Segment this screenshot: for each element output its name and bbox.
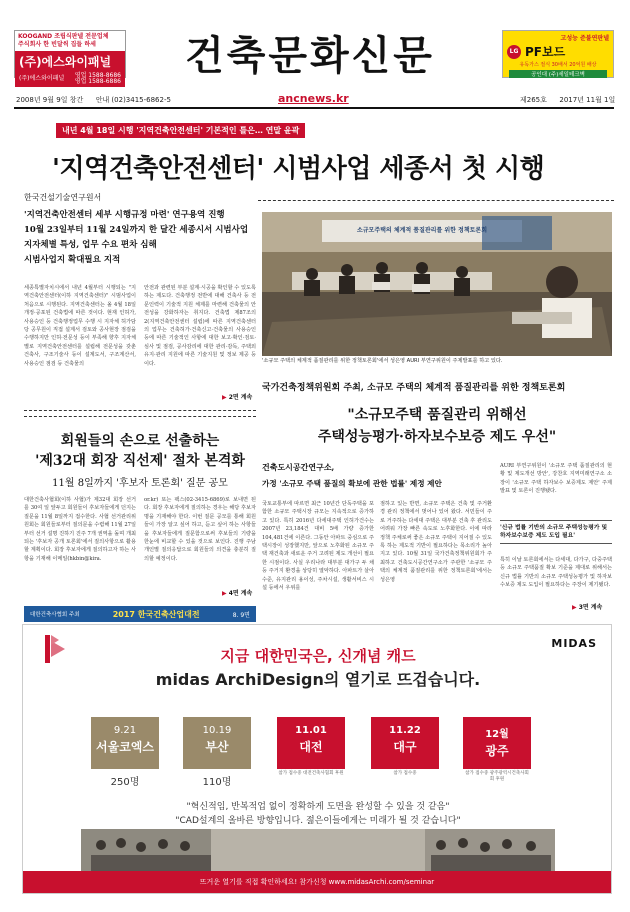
story3-headline-1[interactable]: 회원들의 손으로 선출하는 [60,433,220,449]
event-daejeon[interactable] [277,717,345,769]
story2-col3b: 특히 이날 토론회에서는 다세대, 다가구, 다중주택 등 소규모 주택품질 확보 기준을 제대로 위해서는 신규 법률 기반의 소규모 주택성능평가 및 하자보수보증 제도 도입이 필요하다는 주장이 제기됐다. [500,557,612,589]
event-gwangju[interactable] [463,717,531,769]
story2-more-label: 3면 계속 [578,604,603,611]
ad-left-brand: (주)에스와이패널 [15,51,125,72]
ad-title-2: midas ArchiDesign의 열기로 뜨겁습니다. [155,670,481,689]
story2-more-link[interactable] [572,602,602,611]
issue-number: 제265호 [520,96,547,104]
event-city: 대구 [393,740,417,754]
lead-subline-4: 시범사업지 확대필요 지적 [24,255,121,265]
story3-sub: 11월 8일까지 '후보자 토론회' 질문 공모 [52,478,228,489]
expo-pages: 8. 9면 [232,611,250,619]
event-city: 서울코엑스 [96,740,154,754]
ad-title-1: 지금 대한민국은, 신개념 캐드 [220,647,416,665]
triangle-icon: ▶ [222,394,229,401]
header-rule [14,107,614,109]
lead-subline-2: 10월 23일부터 11월 24일까지 한 달간 세종시서 시범사업 [24,225,249,235]
triangle-icon: ▶ [572,604,579,611]
triangle-icon: ▶ [222,590,229,597]
expo-banner[interactable] [24,606,256,622]
website-link[interactable]: ancnews.kr [278,92,349,105]
masthead-title: 건축문화신문 [185,33,435,79]
events-row [91,717,531,797]
lead-subline-3: 지자체별 특성, 업무 수요 편차 심해 [24,240,157,250]
ad-left-sub [15,72,125,87]
publish-date: 2017년 11월 1일 [559,96,616,104]
lg-logo-icon: LG [507,45,521,59]
ad-right-line1: 고성능 준불연판넬 [560,35,609,42]
story3-col1: 대한건축사협회(이하 사협)가 제32대 회장 선거를 30여 일 앞두고 회원들이 후보자들에게 던지는 질문을 11월 8일까지 접수한다. 사협 선거관리위원회는 회원들로부터 질의문을 수렴해 11월 27일 부터 선거 설명 진하기 진주 7개 권역을 돌며 개최되는 '후보자 공개 토론회'에서 질의사항으로 활용할 계획이다. 회장 후보자에게 질의하고자 하는 사항을 기재해 이메일(hkbin@kira. [24,497,136,562]
founded-date: 2008년 9월 9일 창간 [16,96,84,104]
photo-banner-text: 소규모주택의 체계적 품질관리를 위한 정책토론회 [356,227,488,234]
lead-org: 한국건설기술연구원서 [24,193,102,202]
lead-sublines [24,208,254,268]
story3-col2: or.kr) 또는 팩스(02-3415-6869)로 보내면 된다. 회장 후보자에게 질의하는 경우는 해당 후보자명을 기재해야 한다. 이번 질문 공모를 통해 회원들이 가장 알고 싶어 하고, 듣고 싶어 하는 사항들을 후보자들에게 질문함으로써 후보들의 기량을 한눈에 비교할 수 있을 것으로 보인다. 진행 주남 개인별 질의응답으로 회원들의 의견을 충분히 질의할 예정이다. [144,497,256,562]
story2-sub: 가정 '소규모 주택 품질의 확보에 관한 법률' 제정 제안 [262,479,442,488]
lead-more-link[interactable] [222,392,252,401]
ad-left-company: (주)에스와이패널 [19,75,65,82]
story2-col2: 점하고 있는 반면, 소규모 주택은 건축 및 주거환경 관리 정책에서 벗어나 있어 왔다. 서민들이 주로 거주하는 다세대 주택은 대부분 건축 후 관리도 어려워 가장 빠른 속도로 노후화한다. 이에 따라 정책 주체로써 좋은 소규모 주택이 지어질 수 있도록 하는 제도적 기반이 필요하다는 목소리가 높아지고 있다. 10월 31일 국가건축정책위원회가 주최하고 건축도시공간연구소가 주관한 '소규모 주택의 체계적 품질관리를 위한 정책토론회'에서는 성은영 [380,501,492,583]
issue-info [520,95,615,105]
story2-headline-1[interactable]: "소규모주택 품질관리 위해선 [347,407,527,423]
lead-body-col2: 안전과 관련된 부분 설계·시공을 확인할 수 있도록 하는 제도다. 건축행정 전반에 대해 건축사 등 전문인력이 기술적 지원 체제를 마련해 건축물의 안전성을 강화하자는 취지다. 건축법 제87조의 2(지역건축안전센터 설립)에 따른 지역건축센터의 업무는 건축허가·건축신고·건축물의 사용승인 등에 따른 기술적인 사항에 대한 보고·확인·검토·심사 및 점검, 공사감리에 대한 관리·감독, 주택외 유지·관리 지원에 따른 기술지원 및 정보 제공 등이다. [144,285,256,367]
story3-more-link[interactable] [222,588,252,597]
event-daegu-note: 참가 접수중 [393,771,417,776]
event-date: 11.22 [389,725,421,736]
date-issue [16,95,171,105]
midas-logo: MIDAS [551,637,597,650]
expo-title: 2017 한국건축산업대전 [112,609,200,619]
story2-kicker: 국가건축정책위원회 주최, 소규모 주택의 체계적 품질관리를 위한 정책토론회 [262,383,566,393]
event-seoul[interactable] [91,717,159,769]
ad-right-brand-row [503,42,613,61]
contact-phone: 안내 (02)3415-6862-5 [95,96,171,104]
story2-org: 건축도시공간연구소, [262,462,335,472]
ad-quote-2: "CAD설계의 올바른 방향입니다. 젊은이들에게는 미래가 될 것 같습니다" [175,816,461,826]
lead-kicker-tag: 내년 4월 18일 시행 '지역건축안전센터' 기본적인 틀은… 연말 윤곽 [56,123,305,138]
event-date: 10.19 [202,725,232,736]
header-ad-left[interactable] [14,30,126,85]
story2-col3: AURI 부연구위원이 '소규모 주택 품질관리의 현황 및 제도개선 방안', 강찬호 지역미래연구소 소장이 '소규모 주택 하자보수 보증제도 제안' 주제발표 및 토론이 진행됐다. [500,463,612,495]
lead-bottom-rule [24,410,256,411]
event-seoul-count: 250명 [110,777,140,788]
ad-quote-1: "혁신적임, 반복적업 없이 정확하게 도면을 완성할 수 있을 것 같음" [186,802,450,812]
event-daejeon-note: 참가 접수중 대전건축사협회 후원 [278,771,344,776]
ad-left-line1: KOOGAND 조립식판넬 전문업체 [18,33,109,40]
header-ad-left-top [15,31,125,51]
conference-photo [262,212,612,356]
lead-headline[interactable]: '지역건축안전센터' 시범사업 세종서 첫 시행 [52,154,545,184]
story3-top-rule [24,416,256,417]
lead-more-label: 2면 계속 [228,394,253,401]
ad-left-phone1: 영업 1588-8686 [74,72,121,79]
event-date: 12월 [485,729,509,740]
seminar-photo [81,815,555,871]
event-city: 대전 [299,740,323,754]
ad-right-line2: 유독가스 절식 30배서 20억원 배상 [519,62,597,68]
ad-footer[interactable]: 뜨거운 열기를 직접 확인하세요! 참가신청 www.midasArchi.com/seminar [23,871,611,893]
midas-ad[interactable] [22,624,612,894]
story2-col1: 국토교통부에 따르면 최근 10년간 단독주택을 포함한 소규모 주택시장 규모는 지속적으로 증가하고 있다. 특히 2016년 다세대주택 인허가건수는 2007년 23,184건 대비 5배 가량 증가한 104,481건에 이른다. 그동안 아파트 중심으로 주택시장이 성장했지만, 앞으로 노후화된 소규모 주택 재건축과 새로운 주거 고려된 제도 개선이 필요한 시점이다. 사실 우리나라 대부분 대가구 두 채 등 주거지 환경을 상당히 열악하다. 아파트가 살아수준, 유지관리 용이성, 주차시설, 생활서비스 시설 등에서 우위를 [262,501,374,592]
story2-box [500,520,612,544]
ad-left-line2: 주식회사 한 빈달씩 집들 하세 [18,41,96,48]
seminar-photo-svg [81,815,555,871]
ad-left-phone2: 영업 1588-6886 [74,78,121,85]
lead-subline-1: '지역건축안전센터 세부 시행규정 마련' 연구용역 진행 [24,210,225,220]
lead-headline-rule [258,200,614,201]
story3-headline-2[interactable]: '제32대 회장 직선제' 절차 본격화 [35,453,245,469]
event-daegu[interactable] [371,717,439,769]
story3-more-label: 4면 계속 [228,590,253,597]
expo-org: 대한건축사협회 주최 [30,612,80,618]
header-ad-right[interactable] [502,30,614,78]
photo-caption: '소규모 주택의 체계적 품질관리를 위한 정책토론회'에서 성은영 AURI 부연구위원이 주제발표를 하고 있다. [262,358,503,364]
event-city: 부산 [205,740,229,754]
event-date: 11.01 [295,725,327,736]
event-date: 9.21 [113,725,137,736]
ad-right-brand: PF보드 [525,45,566,59]
event-busan[interactable] [183,717,251,769]
event-busan-count: 110명 [202,777,232,788]
ad-left-phones [75,73,121,85]
event-city: 광주 [485,744,509,758]
story2-box-title: '신규 법률 기반의 소규모 주택성능평가 및 하자보수보증 제도 도입 필요' [500,525,608,539]
story2-headline-2[interactable]: 주택성능평가·하자보수보증 제도 우선" [317,429,557,445]
ad-right-company: 공인대 (주)세일테크벽 [509,70,607,78]
lead-body-col1: 세종특별자치시에서 내년 4월부터 시행되는 "지역건축안전센터(이하 지역건축센터)" 시범사업이 처음으로 시행된다. 지역건축센터는 올 4월 18일 개정·공포된 건축법에 따른 것이다. 현재 인허가, 사용승인 등 건축행정업무 수행 시 지자체 허가담당 공무원이 직접 설계서 검토와 공사현장 점검을 수행하지만 인허·전문성 등이 부족해 향후 지자체별로 지역건축안전센터를 설립해 전문성을 갖춘 건축사, 구조기술사 등이 설계도서, 구조계산서, 사용승인 점검 등 건축물의 [24,285,136,367]
event-gwangju-note: 참가 접수중 광주광역시건축사회회 후원 [465,771,529,782]
